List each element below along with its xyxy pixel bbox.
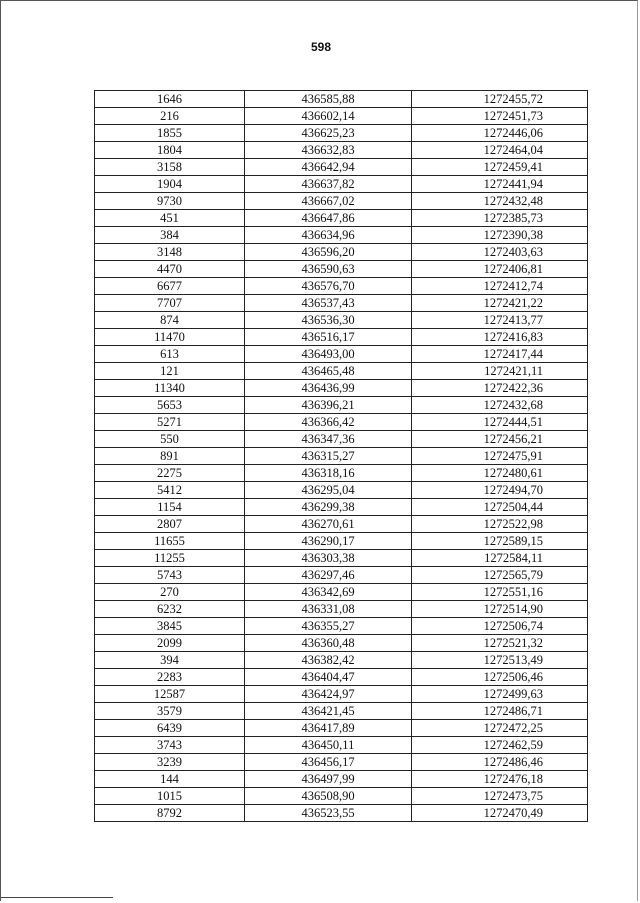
y-coordinate-cell: 1272472,25	[412, 720, 588, 737]
x-coordinate-cell: 436295,04	[245, 482, 412, 499]
point-number-cell: 8792	[95, 805, 245, 822]
point-number-cell: 1804	[95, 142, 245, 159]
point-number-cell: 1154	[95, 499, 245, 516]
x-coordinate-cell: 436516,17	[245, 329, 412, 346]
table-row	[95, 91, 588, 108]
point-number-cell: 5653	[95, 397, 245, 414]
y-coordinate-cell: 1272506,74	[412, 618, 588, 635]
point-number-cell: 1855	[95, 125, 245, 142]
y-coordinate-cell: 1272441,94	[412, 176, 588, 193]
x-coordinate-cell: 436366,42	[245, 414, 412, 431]
point-number-cell: 1646	[95, 91, 245, 108]
table-row	[95, 244, 588, 261]
table-row	[95, 618, 588, 635]
y-coordinate-cell: 1272416,83	[412, 329, 588, 346]
x-coordinate-cell: 436355,27	[245, 618, 412, 635]
y-coordinate-cell: 1272522,98	[412, 516, 588, 533]
y-coordinate-cell: 1272421,22	[412, 295, 588, 312]
table-row	[95, 329, 588, 346]
point-number-cell: 144	[95, 771, 245, 788]
y-coordinate-cell: 1272584,11	[412, 550, 588, 567]
table-row	[95, 482, 588, 499]
x-coordinate-cell: 436347,36	[245, 431, 412, 448]
x-coordinate-cell: 436497,99	[245, 771, 412, 788]
x-coordinate-cell: 436297,46	[245, 567, 412, 584]
point-number-cell: 451	[95, 210, 245, 227]
x-coordinate-cell: 436396,21	[245, 397, 412, 414]
y-coordinate-cell: 1272456,21	[412, 431, 588, 448]
table-row	[95, 533, 588, 550]
x-coordinate-cell: 436424,97	[245, 686, 412, 703]
y-coordinate-cell: 1272446,06	[412, 125, 588, 142]
y-coordinate-cell: 1272464,04	[412, 142, 588, 159]
table-row	[95, 346, 588, 363]
point-number-cell: 1015	[95, 788, 245, 805]
point-number-cell: 3158	[95, 159, 245, 176]
x-coordinate-cell: 436456,17	[245, 754, 412, 771]
y-coordinate-cell: 1272551,16	[412, 584, 588, 601]
table-row	[95, 278, 588, 295]
x-coordinate-cell: 436270,61	[245, 516, 412, 533]
table-row	[95, 669, 588, 686]
table-row	[95, 414, 588, 431]
x-coordinate-cell: 436625,23	[245, 125, 412, 142]
x-coordinate-cell: 436667,02	[245, 193, 412, 210]
x-coordinate-cell: 436637,82	[245, 176, 412, 193]
x-coordinate-cell: 436602,14	[245, 108, 412, 125]
y-coordinate-cell: 1272462,59	[412, 737, 588, 754]
y-coordinate-cell: 1272513,49	[412, 652, 588, 669]
table-row	[95, 737, 588, 754]
table-row	[95, 159, 588, 176]
y-coordinate-cell: 1272514,90	[412, 601, 588, 618]
y-coordinate-cell: 1272421,11	[412, 363, 588, 380]
x-coordinate-cell: 436404,47	[245, 669, 412, 686]
y-coordinate-cell: 1272385,73	[412, 210, 588, 227]
y-coordinate-cell: 1272475,91	[412, 448, 588, 465]
x-coordinate-cell: 436536,30	[245, 312, 412, 329]
x-coordinate-cell: 436382,42	[245, 652, 412, 669]
x-coordinate-cell: 436523,55	[245, 805, 412, 822]
point-number-cell: 11255	[95, 550, 245, 567]
table-row	[95, 448, 588, 465]
table-row	[95, 652, 588, 669]
x-coordinate-cell: 436508,90	[245, 788, 412, 805]
y-coordinate-cell: 1272589,15	[412, 533, 588, 550]
x-coordinate-cell: 436585,88	[245, 91, 412, 108]
x-coordinate-cell: 436642,94	[245, 159, 412, 176]
y-coordinate-cell: 1272486,71	[412, 703, 588, 720]
x-coordinate-cell: 436493,00	[245, 346, 412, 363]
table-row	[95, 567, 588, 584]
x-coordinate-cell: 436299,38	[245, 499, 412, 516]
point-number-cell: 3743	[95, 737, 245, 754]
x-coordinate-cell: 436632,83	[245, 142, 412, 159]
x-coordinate-cell: 436303,38	[245, 550, 412, 567]
point-number-cell: 6439	[95, 720, 245, 737]
y-coordinate-cell: 1272422,36	[412, 380, 588, 397]
x-coordinate-cell: 436436,99	[245, 380, 412, 397]
point-number-cell: 1904	[95, 176, 245, 193]
point-number-cell: 5412	[95, 482, 245, 499]
point-number-cell: 874	[95, 312, 245, 329]
x-coordinate-cell: 436417,89	[245, 720, 412, 737]
point-number-cell: 613	[95, 346, 245, 363]
point-number-cell: 9730	[95, 193, 245, 210]
point-number-cell: 11470	[95, 329, 245, 346]
x-coordinate-cell: 436590,63	[245, 261, 412, 278]
table-row	[95, 516, 588, 533]
y-coordinate-cell: 1272406,81	[412, 261, 588, 278]
y-coordinate-cell: 1272455,72	[412, 91, 588, 108]
y-coordinate-cell: 1272486,46	[412, 754, 588, 771]
table-row	[95, 125, 588, 142]
table-row	[95, 295, 588, 312]
table-row	[95, 805, 588, 822]
x-coordinate-cell: 436315,27	[245, 448, 412, 465]
point-number-cell: 3579	[95, 703, 245, 720]
y-coordinate-cell: 1272451,73	[412, 108, 588, 125]
table-row	[95, 363, 588, 380]
table-row	[95, 380, 588, 397]
y-coordinate-cell: 1272565,79	[412, 567, 588, 584]
y-coordinate-cell: 1272459,41	[412, 159, 588, 176]
table-row	[95, 176, 588, 193]
point-number-cell: 4470	[95, 261, 245, 278]
table-row	[95, 312, 588, 329]
table-row	[95, 550, 588, 567]
table-row	[95, 465, 588, 482]
x-coordinate-cell: 436465,48	[245, 363, 412, 380]
point-number-cell: 121	[95, 363, 245, 380]
table-row	[95, 635, 588, 652]
table-row	[95, 397, 588, 414]
point-number-cell: 7707	[95, 295, 245, 312]
point-number-cell: 5271	[95, 414, 245, 431]
y-coordinate-cell: 1272470,49	[412, 805, 588, 822]
point-number-cell: 6232	[95, 601, 245, 618]
point-number-cell: 5743	[95, 567, 245, 584]
point-number-cell: 2275	[95, 465, 245, 482]
point-number-cell: 3845	[95, 618, 245, 635]
y-coordinate-cell: 1272432,48	[412, 193, 588, 210]
point-number-cell: 891	[95, 448, 245, 465]
y-coordinate-cell: 1272412,74	[412, 278, 588, 295]
point-number-cell: 2283	[95, 669, 245, 686]
x-coordinate-cell: 436537,43	[245, 295, 412, 312]
table-row	[95, 431, 588, 448]
y-coordinate-cell: 1272504,44	[412, 499, 588, 516]
y-coordinate-cell: 1272521,32	[412, 635, 588, 652]
table-row	[95, 261, 588, 278]
point-number-cell: 384	[95, 227, 245, 244]
point-number-cell: 550	[95, 431, 245, 448]
point-number-cell: 6677	[95, 278, 245, 295]
table-row	[95, 227, 588, 244]
table-body	[95, 91, 588, 822]
point-number-cell: 11340	[95, 380, 245, 397]
y-coordinate-cell: 1272432,68	[412, 397, 588, 414]
point-number-cell: 3148	[95, 244, 245, 261]
y-coordinate-cell: 1272499,63	[412, 686, 588, 703]
point-number-cell: 11655	[95, 533, 245, 550]
point-number-cell: 270	[95, 584, 245, 601]
x-coordinate-cell: 436647,86	[245, 210, 412, 227]
table-row	[95, 754, 588, 771]
table-row	[95, 686, 588, 703]
x-coordinate-cell: 436634,96	[245, 227, 412, 244]
table-row	[95, 788, 588, 805]
table-row	[95, 720, 588, 737]
x-coordinate-cell: 436421,45	[245, 703, 412, 720]
coordinates-table	[94, 90, 588, 822]
table-row	[95, 142, 588, 159]
point-number-cell: 216	[95, 108, 245, 125]
x-coordinate-cell: 436450,11	[245, 737, 412, 754]
x-coordinate-cell: 436342,69	[245, 584, 412, 601]
x-coordinate-cell: 436360,48	[245, 635, 412, 652]
y-coordinate-cell: 1272403,63	[412, 244, 588, 261]
point-number-cell: 2099	[95, 635, 245, 652]
x-coordinate-cell: 436318,16	[245, 465, 412, 482]
table-row	[95, 771, 588, 788]
y-coordinate-cell: 1272444,51	[412, 414, 588, 431]
table-row	[95, 108, 588, 125]
point-number-cell: 12587	[95, 686, 245, 703]
table-row	[95, 584, 588, 601]
page-number: 598	[310, 40, 332, 54]
point-number-cell: 394	[95, 652, 245, 669]
x-coordinate-cell: 436596,20	[245, 244, 412, 261]
point-number-cell: 3239	[95, 754, 245, 771]
table-row	[95, 499, 588, 516]
table-row	[95, 210, 588, 227]
y-coordinate-cell: 1272390,38	[412, 227, 588, 244]
table-row	[95, 193, 588, 210]
y-coordinate-cell: 1272417,44	[412, 346, 588, 363]
y-coordinate-cell: 1272413,77	[412, 312, 588, 329]
y-coordinate-cell: 1272473,75	[412, 788, 588, 805]
point-number-cell: 2807	[95, 516, 245, 533]
table-row	[95, 601, 588, 618]
x-coordinate-cell: 436331,08	[245, 601, 412, 618]
y-coordinate-cell: 1272480,61	[412, 465, 588, 482]
x-coordinate-cell: 436290,17	[245, 533, 412, 550]
y-coordinate-cell: 1272506,46	[412, 669, 588, 686]
table-row	[95, 703, 588, 720]
x-coordinate-cell: 436576,70	[245, 278, 412, 295]
y-coordinate-cell: 1272494,70	[412, 482, 588, 499]
y-coordinate-cell: 1272476,18	[412, 771, 588, 788]
footer-rule	[1, 897, 113, 898]
